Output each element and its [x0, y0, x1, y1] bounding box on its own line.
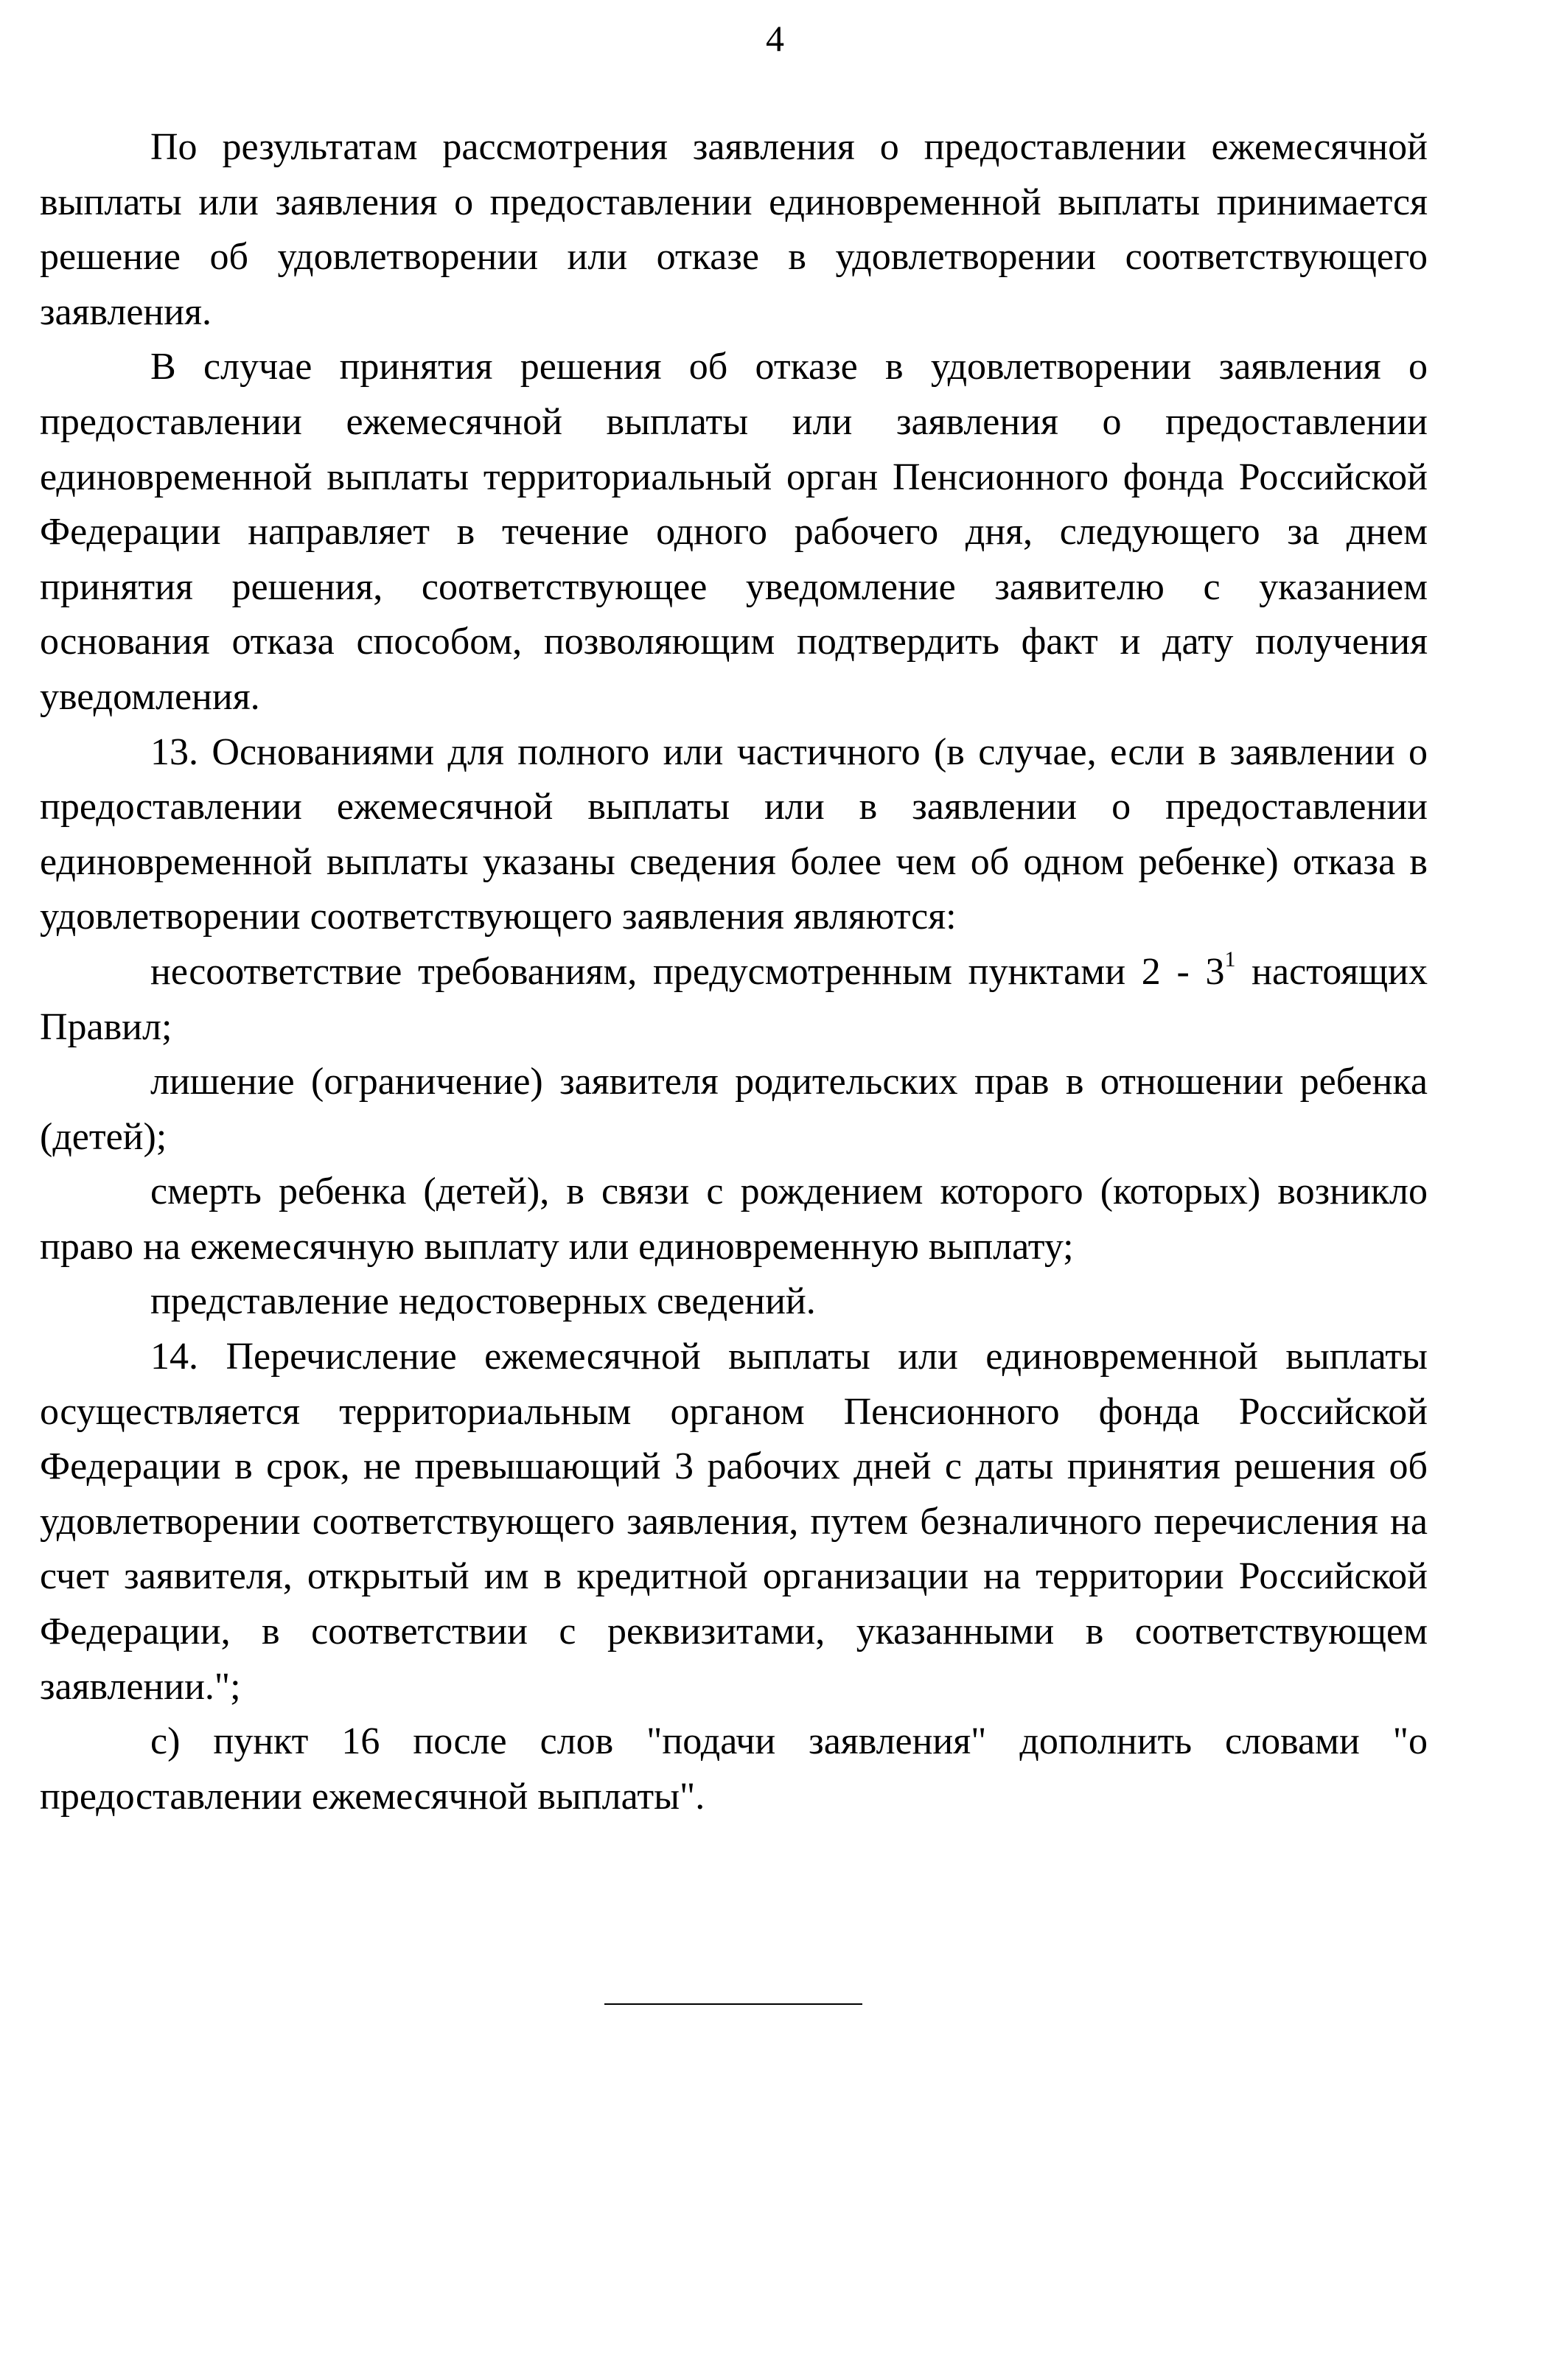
page-number: 4	[766, 18, 784, 59]
paragraph-nonconformity	[40, 945, 1428, 1055]
document-body	[40, 120, 1428, 1824]
paragraph-decision: По результатам рассмотрения заявления о предоставлении ежемесячной выплаты или заявления о предоставлении единовременной выплаты принимается решение об удовлетворении или отказе в удовлетворении соответствующего заявления.	[40, 126, 1428, 333]
paragraph-false-information: представление недостоверных сведений.	[150, 1280, 816, 1323]
paragraph-refusal-notice: В случае принятия решения об отказе в удовлетворении заявления о предоставлении ежемесячной выплаты или заявления о предоставлении единовременной выплаты территориальный орган Пенсионного фонда Российской Федерации направляет в течение одного рабочего дня, следующего за днем принятия решения, соответствующее уведомление заявителю с указанием основания отказа способом, позволяющим подтвердить факт и дату получения уведомления.	[40, 346, 1428, 718]
end-divider	[604, 2003, 862, 2005]
paragraph-amendment-c: с) пункт 16 после слов "подачи заявления" дополнить словами "о предоставлении ежемесячной выплаты".	[40, 1720, 1428, 1818]
paragraph-child-death: смерть ребенка (детей), в связи с рождением которого (которых) возникло право на ежемесячную выплату или единовременную выплату;	[40, 1170, 1428, 1268]
paragraph-item-13: 13. Основаниями для полного или частичного (в случае, если в заявлении о предоставлении ежемесячной выплаты или в заявлении о предоставлении единовременной выплаты указаны сведения более чем об одном ребенке) отказа в удовлетворении соответствующего заявления являются:	[40, 730, 1428, 938]
paragraph-deprivation-of-rights: лишение (ограничение) заявителя родительских прав в отношении ребенка (детей);	[40, 1061, 1428, 1158]
footnote-superscript: 1	[1224, 946, 1236, 971]
nonconformity-text: несоответствие требованиям, предусмотренным пунктами 2 - 3	[150, 950, 1225, 993]
paragraph-item-14: 14. Перечисление ежемесячной выплаты или единовременной выплаты осуществляется территориальным органом Пенсионного фонда Российской Федерации в срок, не превышающий 3 рабочих дней с даты принятия решения об удовлетворении соответствующего заявления, путем безналичного перечисления на счет заявителя, открытый им в кредитной организации на территории Российской Федерации, в соответствии с реквизитами, указанными в соответствующем заявлении.";	[40, 1336, 1428, 1708]
nonconformity-tail: настоящих Правил;	[40, 950, 1428, 1048]
